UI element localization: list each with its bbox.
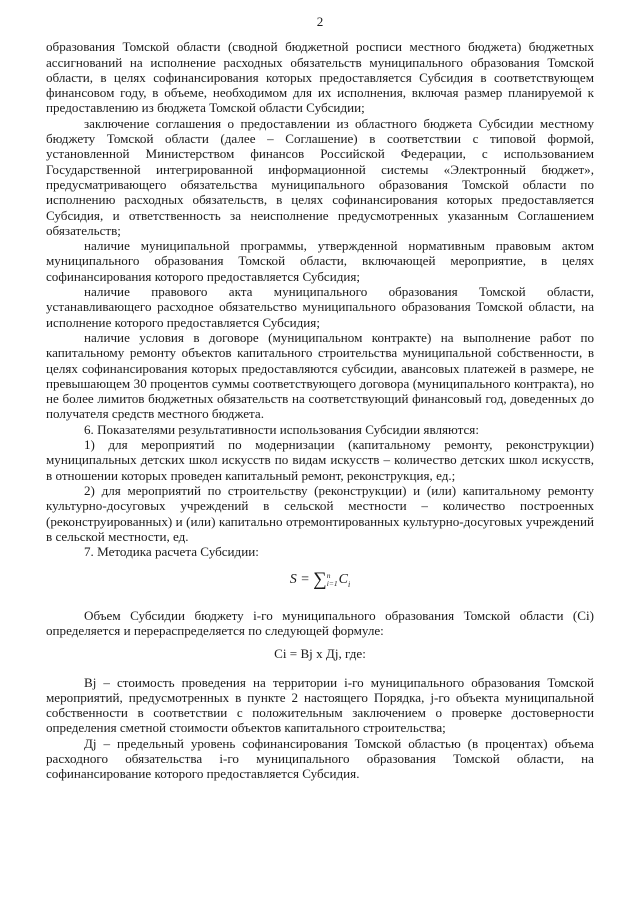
sum-lower-limit: i=1 [326, 579, 338, 589]
section-7-heading: 7. Методика расчета Субсидии: [84, 544, 259, 560]
page-number: 2 [316, 14, 324, 29]
formula-term-subscript: i [348, 580, 351, 590]
formula-term: C [338, 572, 348, 588]
sum-symbol: ∑ [313, 569, 327, 591]
paragraph-continuation: образования Томской области (сводной бюджетной росписи местного бюджета) бюджетных ассигнований на исполнение расходных обязательств муниципального образования Томской области, в целях софинансирования которых предоставляется Субсидия в соответствующем финансовом году, в объеме, необходимом для их исполнения, включая размер планируемой к предоставлению из бюджета Томской области Субсидии; [46, 39, 594, 116]
subsidy-calc-formula: Ci = Bj x Дj, где: [274, 646, 366, 662]
paragraph-legal-act: наличие правового акта муниципального образования Томской области, устанавливающего расходное обязательство муниципального образования Томской области, на исполнение которого предоставляется Субсидия; [46, 284, 594, 330]
paragraph-municipal-program: наличие муниципальной программы, утвержденной нормативным правовым актом муниципального образования Томской области, включающей мероприятие, в целях софинансирования которого предоставляется Субсидия; [46, 238, 594, 284]
subsidy-sum-formula [46, 569, 594, 592]
indicator-item-2: 2) для мероприятий по строительству (реконструкции) и (или) капитальному ремонту культурно-досуговых учреждений в сельской местности – количество построенных (реконструированных) и (или) капитально отремонтированных культурно-досуговых учреждений в сельской местности, ед. [46, 482, 594, 544]
indicator-item-1: 1) для мероприятий по модернизации (капитальному ремонту, реконструкции) муниципальных детских школ искусств по видам искусств – количество детских школ искусств, в отношении которых проведен капитальный ремонт, реконструкция, ед.; [46, 437, 594, 483]
document-page [46, 14, 594, 782]
sum-upper-limit: n [326, 571, 331, 581]
sum-limits [327, 572, 338, 588]
definition-bj: Bj – стоимость проведения на территории i-го муниципального образования Томской мероприятий, предусмотренных в пункте 2 настоящего Порядка, j-го объекта муниципальной собственности в соответствии с положительным заключением о проверке достоверности определения сметной стоимости объектов капитального строительства; [46, 674, 594, 736]
section-6-heading: 6. Показателями результативности использования Субсидии являются: [84, 421, 479, 437]
paragraph-contract-condition: наличие условия в договоре (муниципальном контракте) на выполнение работ по капитальному ремонту объектов капитального строительства муниципальной собственности, в целях софинансирования которых предоставляются субсидии, авансовых платежей в размере, не превышающем 30 процентов суммы соответствующего договора (муниципального контракта), но не более лимитов бюджетных обязательств на соответствующий финансовый год, доведенных до получателя средств местного бюджета. [46, 329, 594, 422]
paragraph-agreement: заключение соглашения о предоставлении из областного бюджета Субсидии местному бюджету Томской области (далее – Соглашение) в соответствии с типовой формой, установленной Министерством финансов Российской Федерации, с использованием Государственной интегрированной информационной системы «Электронный бюджет», предусматривающего обязательства муниципального образования Томской области по исполнению расходных обязательств, в целях софинансирования которых предоставляется Субсидия, и ответственность за неисполнение предусмотренных указанным Соглашением обязательств; [46, 115, 594, 238]
definition-dj: Дj – предельный уровень софинансирования Томской областью (в процентах) объема расходного обязательства i-го муниципального образования Томской области, на софинансирование которого предоставляется Субсидия. [46, 735, 594, 782]
paragraph-subsidy-volume: Объем Субсидии бюджету i-го муниципального образования Томской области (Ci) определяется и перераспределяется по следующей формуле: [46, 607, 594, 638]
formula-lhs: S = [289, 572, 310, 588]
